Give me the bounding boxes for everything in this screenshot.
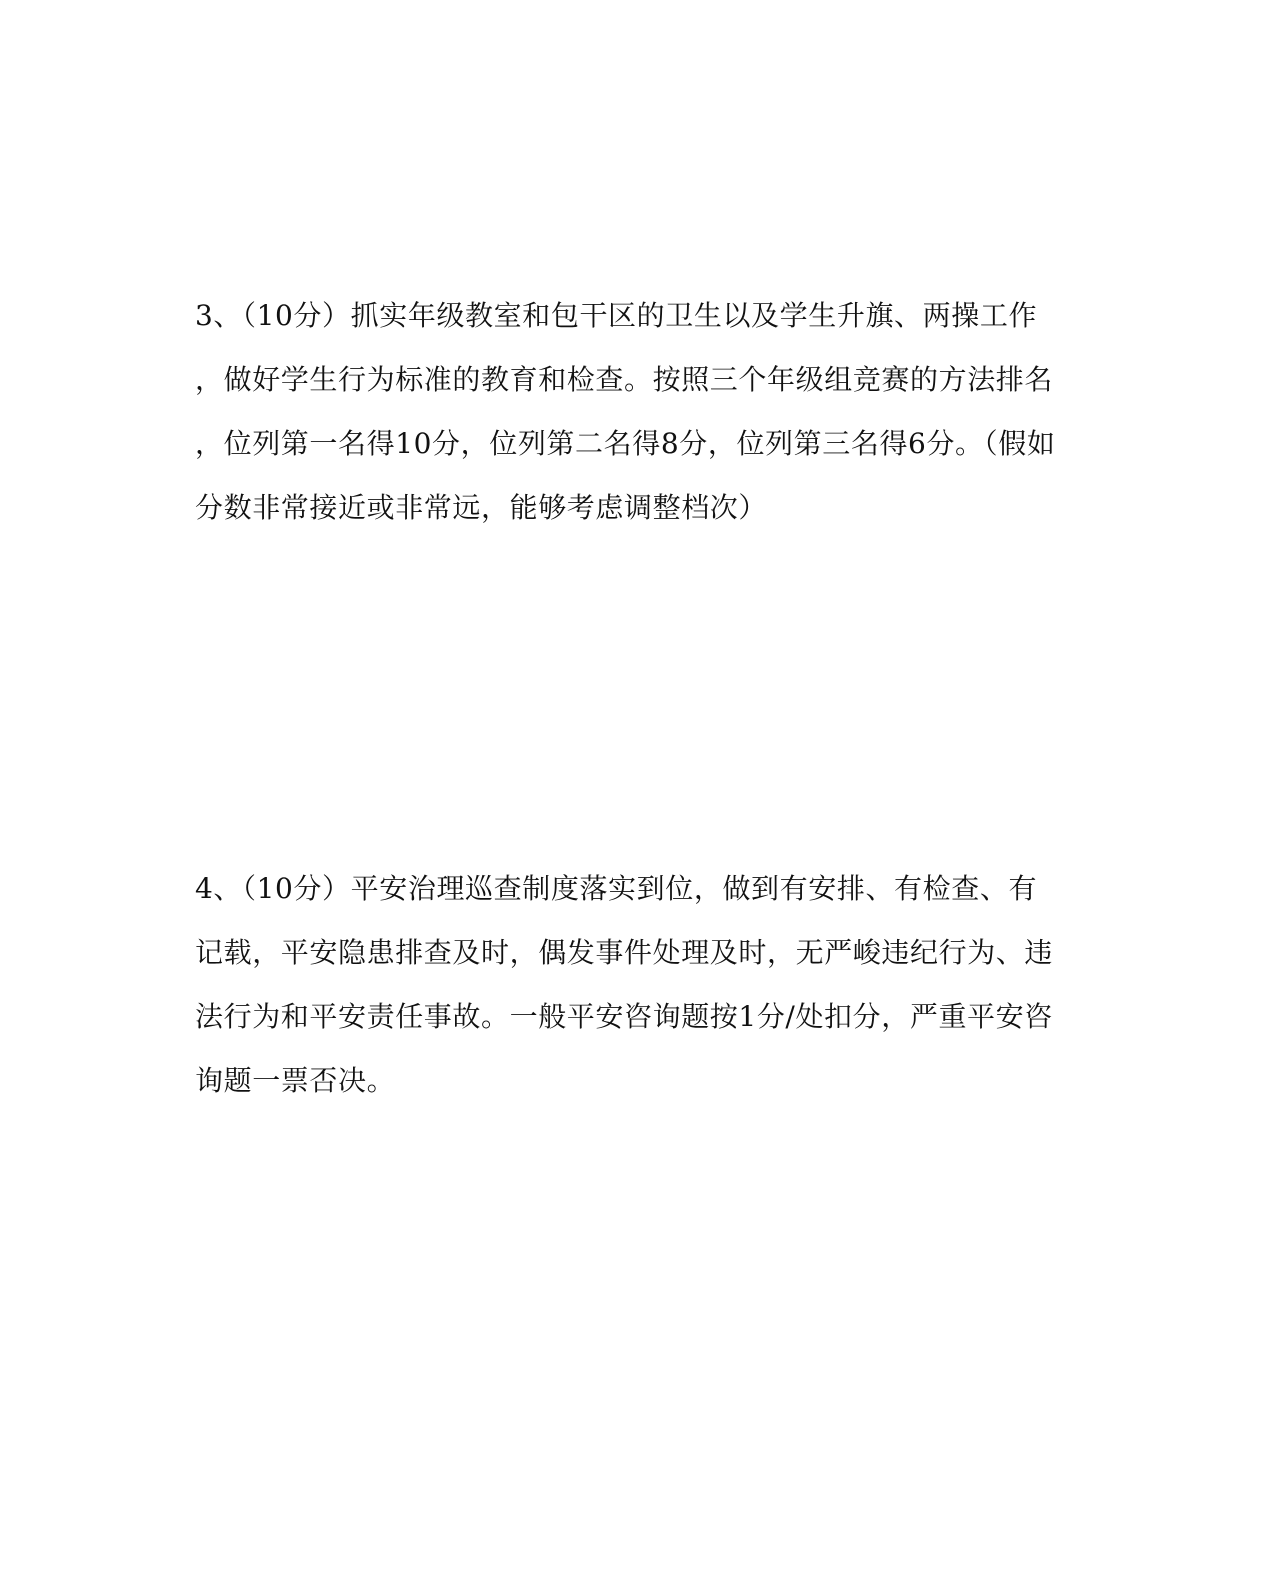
text-line: 记载，平安隐患排查及时，偶发事件处理及时，无严峻违纪行为、违: [195, 936, 1054, 969]
paragraph-item-4: [195, 857, 1065, 1113]
text-line: 4、（10分）平安治理巡查制度落实到位，做到有安排、有检查、有: [195, 872, 1038, 905]
text-line: 法行为和平安责任事故。一般平安咨询题按1分/处扣分，严重平安咨: [195, 1000, 1053, 1033]
paragraph-item-3: [195, 284, 1065, 540]
text-line: 3、（10分）抓实年级教室和包干区的卫生以及学生升旗、两操工作: [195, 299, 1038, 332]
text-line: 询题一票否决。: [195, 1064, 396, 1097]
text-line: ，位列第一名得10分，位列第二名得8分，位列第三名得6分。（假如: [195, 427, 1056, 460]
text-line: ，做好学生行为标准的教育和检查。按照三个年级组竞赛的方法排名: [195, 363, 1054, 396]
text-line: 分数非常接近或非常远，能够考虑调整档次）: [195, 491, 768, 524]
